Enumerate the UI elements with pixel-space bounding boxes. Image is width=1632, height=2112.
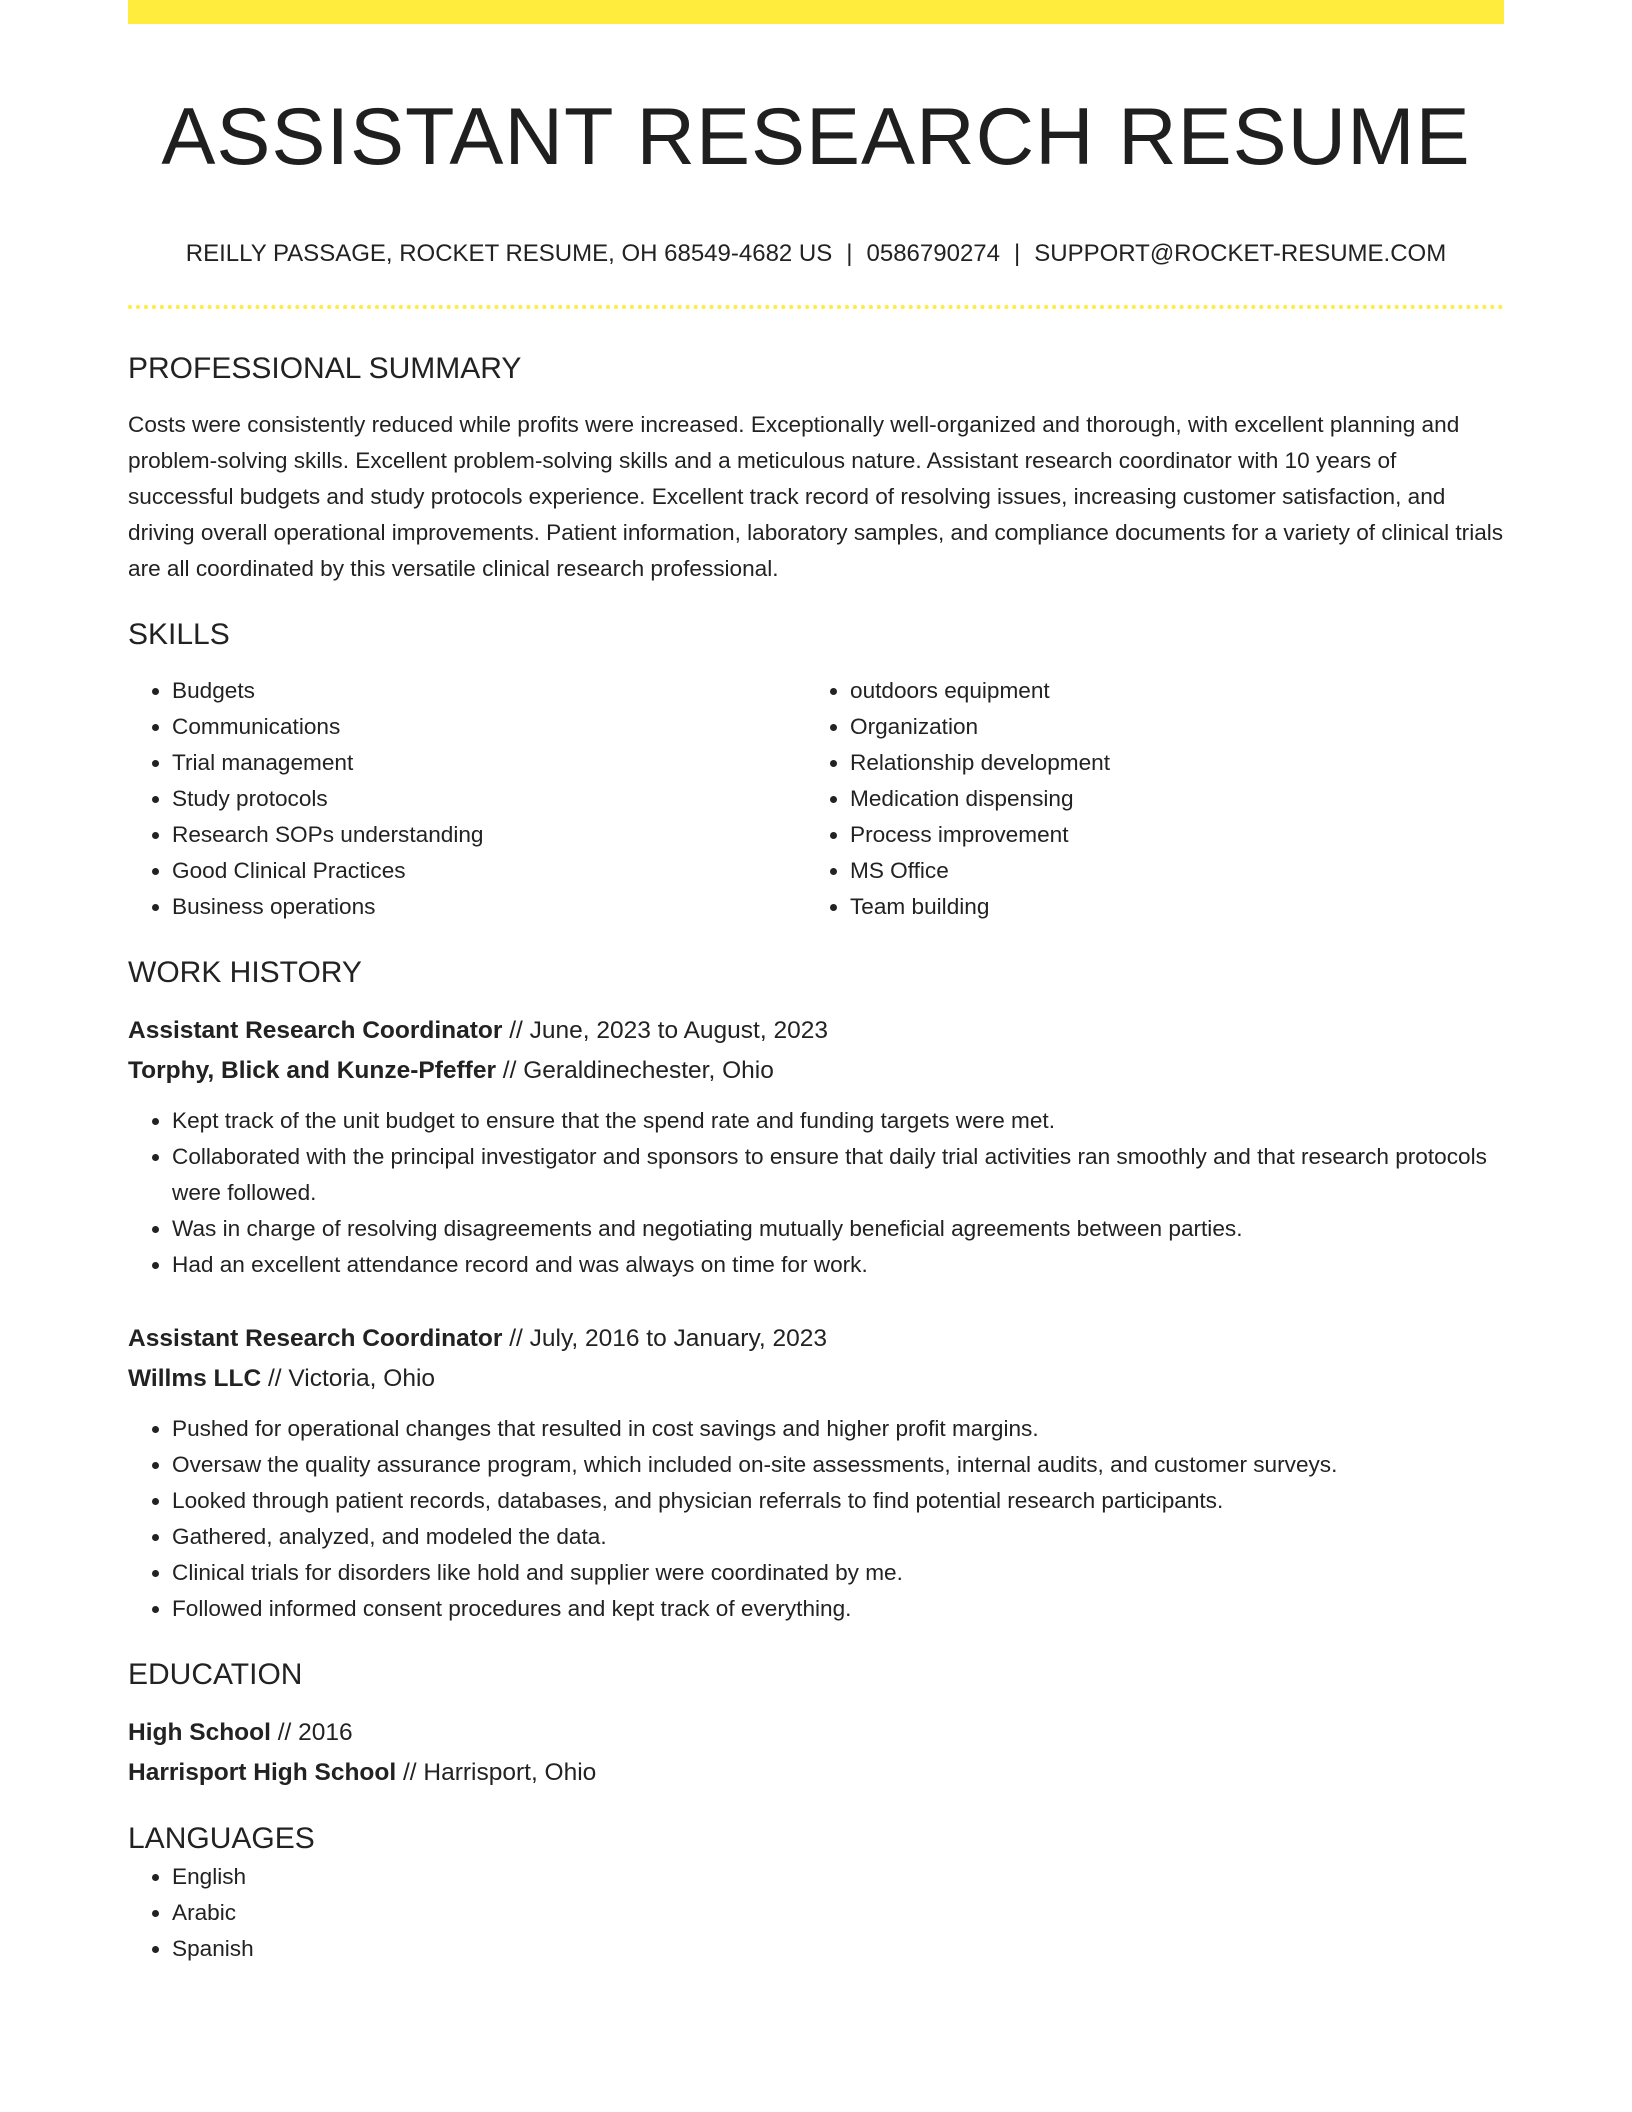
work-history-heading: WORK HISTORY xyxy=(128,956,362,989)
skill-item: • Team building xyxy=(850,889,1484,925)
skill-item: • Good Clinical Practices xyxy=(172,853,806,889)
header-divider xyxy=(128,305,1504,309)
job-company: Torphy, Blick and Kunze-Pfeffer xyxy=(128,1057,496,1084)
skill-item: • Medication dispensing xyxy=(850,781,1484,817)
skill-item: • Trial management xyxy=(172,745,806,781)
education-year: // 2016 xyxy=(270,1719,353,1746)
language-item: • Spanish xyxy=(172,1931,1504,1967)
education-heading: EDUCATION xyxy=(128,1658,303,1691)
languages-list xyxy=(128,1859,1504,1967)
language-item: • English xyxy=(172,1859,1504,1895)
skill-item: • outdoors equipment xyxy=(850,673,1484,709)
skill-item: • MS Office xyxy=(850,853,1484,889)
job-company: Willms LLC xyxy=(128,1365,262,1392)
education-entry xyxy=(128,1713,1504,1793)
languages-heading: LANGUAGES xyxy=(128,1822,315,1855)
job-bullet: • Kept track of the unit budget to ensure that the spend rate and funding targets were met. xyxy=(172,1103,1504,1139)
skill-item: • Study protocols xyxy=(172,781,806,817)
resume-title: ASSISTANT RESEARCH RESUME xyxy=(161,92,1471,182)
job-dates: // June, 2023 to August, 2023 xyxy=(502,1017,828,1044)
job-entry xyxy=(128,1319,1504,1627)
skill-item: • Relationship development xyxy=(850,745,1484,781)
job-bullets xyxy=(128,1103,1504,1283)
job-location: // Victoria, Ohio xyxy=(261,1365,436,1392)
job-bullet: • Had an excellent attendance record and was always on time for work. xyxy=(172,1247,1504,1283)
job-bullet: • Pushed for operational changes that resulted in cost savings and higher profit margins. xyxy=(172,1411,1504,1447)
skills-column-left xyxy=(128,673,806,925)
contact-line xyxy=(128,239,1504,269)
job-bullet: • Looked through patient records, databases, and physician referrals to find potential research participants. xyxy=(172,1483,1504,1519)
contact-phone: 0586790274 xyxy=(866,240,1000,267)
contact-separator: | xyxy=(846,240,853,267)
education-school: Harrisport High School xyxy=(128,1759,397,1786)
job-title: Assistant Research Coordinator xyxy=(128,1325,503,1352)
skill-item: • Organization xyxy=(850,709,1484,745)
skill-item: • Communications xyxy=(172,709,806,745)
top-accent-bar xyxy=(128,0,1504,24)
education-school-line xyxy=(128,1753,1504,1793)
job-bullet: • Collaborated with the principal investigator and sponsors to ensure that daily trial activities ran smoothly and that research protocols were followed. xyxy=(172,1139,1504,1211)
job-entry xyxy=(128,1011,1504,1283)
skill-item: • Process improvement xyxy=(850,817,1484,853)
job-title-line xyxy=(128,1319,1504,1359)
summary-text: Costs were consistently reduced while profits were increased. Exceptionally well-organized and thorough, with excellent planning and problem-solving skills. Excellent problem-solving skills and a meticulous nature. Assistant research coordinator with 10 years of successful budgets and study protocols experience. Excellent track record of resolving issues, increasing customer satisfaction, and driving overall operational improvements. Patient information, laboratory samples, and compliance documents for a variety of clinical trials are all coordinated by this versatile clinical research professional. xyxy=(128,412,1504,581)
skills-column-right xyxy=(806,673,1484,925)
job-title: Assistant Research Coordinator xyxy=(128,1017,503,1044)
contact-address: REILLY PASSAGE, ROCKET RESUME, OH 68549-4682 US xyxy=(185,240,833,267)
education-location: // Harrisport, Ohio xyxy=(396,1759,597,1786)
skill-item: • Budgets xyxy=(172,673,806,709)
education-degree: High School xyxy=(128,1719,271,1746)
job-bullet: • Followed informed consent procedures and kept track of everything. xyxy=(172,1591,1504,1627)
skill-item: • Business operations xyxy=(172,889,806,925)
job-bullet: • Was in charge of resolving disagreements and negotiating mutually beneficial agreements between parties. xyxy=(172,1211,1504,1247)
skill-item: • Research SOPs understanding xyxy=(172,817,806,853)
skills-grid xyxy=(128,673,1504,925)
skills-heading: SKILLS xyxy=(128,618,230,651)
job-title-line xyxy=(128,1011,1504,1051)
job-location: // Geraldinechester, Ohio xyxy=(496,1057,774,1084)
job-bullet: • Oversaw the quality assurance program, which included on-site assessments, internal audits, and customer surveys. xyxy=(172,1447,1504,1483)
education-degree-line xyxy=(128,1713,1504,1753)
job-bullets xyxy=(128,1411,1504,1627)
resume-page xyxy=(128,0,1504,1967)
job-dates: // July, 2016 to January, 2023 xyxy=(502,1325,828,1352)
summary-heading: PROFESSIONAL SUMMARY xyxy=(128,352,522,385)
job-bullet: • Gathered, analyzed, and modeled the data. xyxy=(172,1519,1504,1555)
language-item: • Arabic xyxy=(172,1895,1504,1931)
contact-email: SUPPORT@ROCKET-RESUME.COM xyxy=(1034,240,1447,267)
contact-separator: | xyxy=(1014,240,1021,267)
job-company-line xyxy=(128,1359,1504,1399)
job-bullet: • Clinical trials for disorders like hold and supplier were coordinated by me. xyxy=(172,1555,1504,1591)
job-company-line xyxy=(128,1051,1504,1091)
